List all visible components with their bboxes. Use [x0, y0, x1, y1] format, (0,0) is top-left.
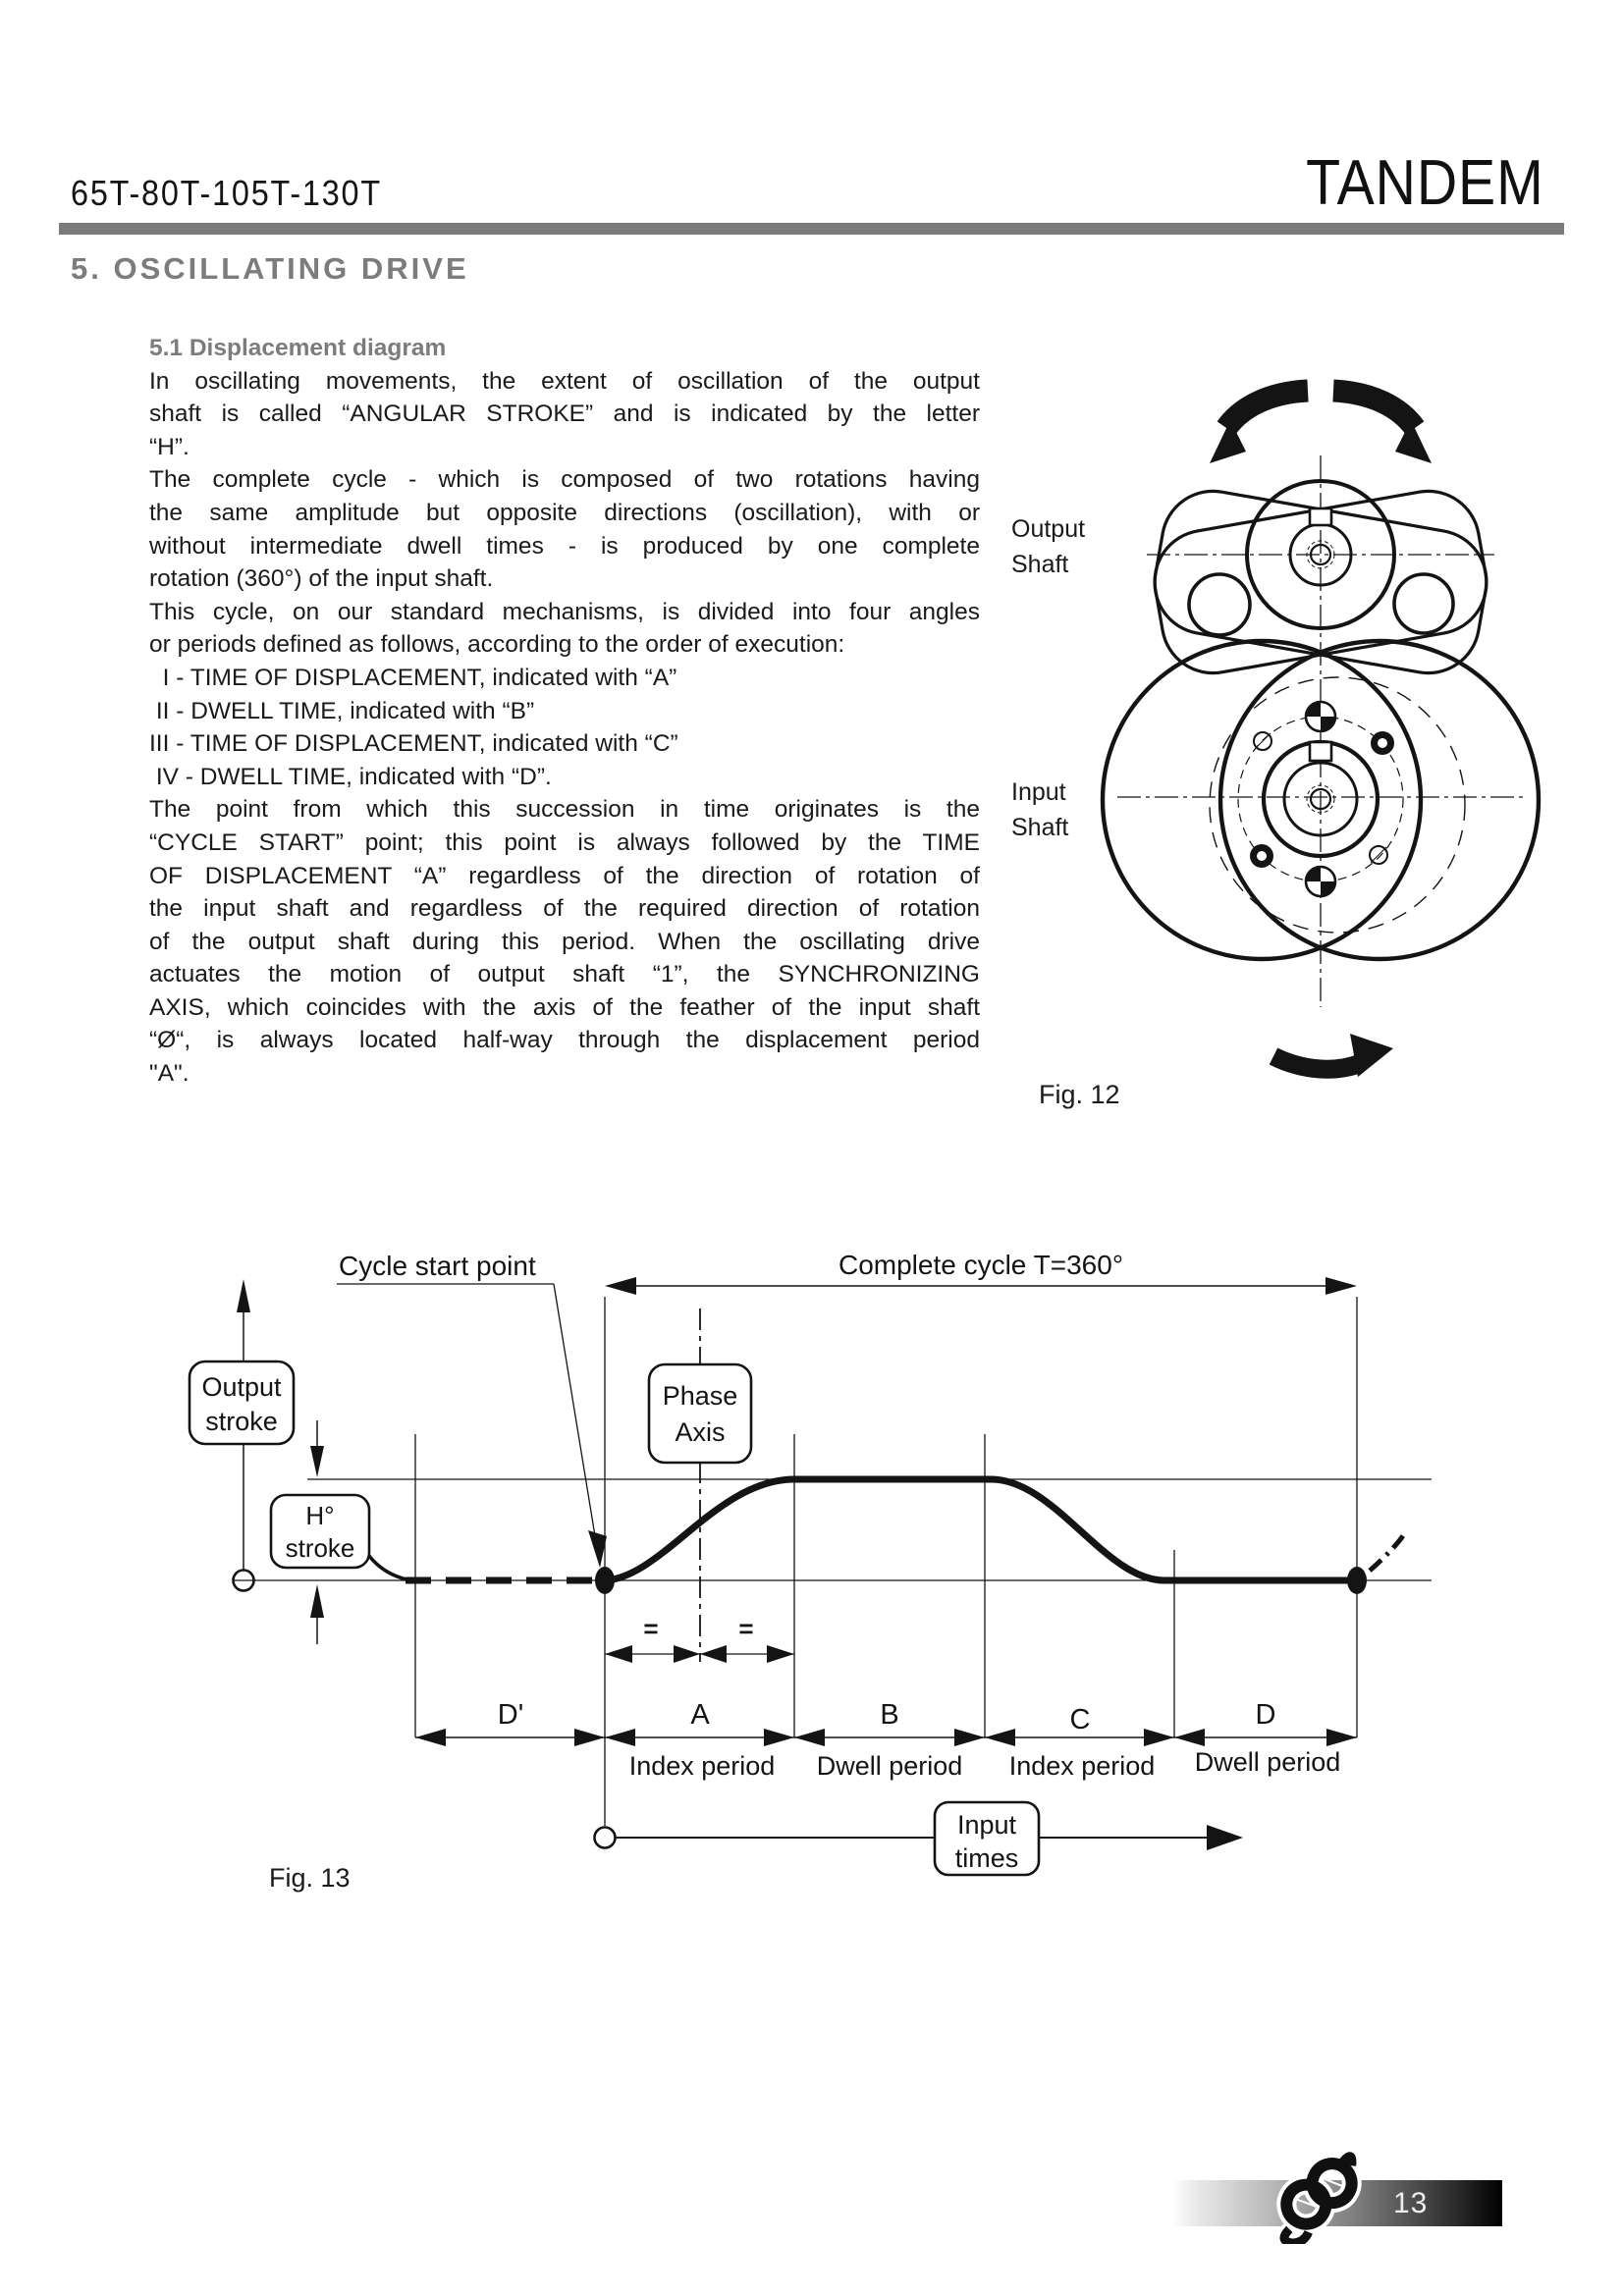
cycle-end-point [1347, 1567, 1367, 1594]
h-stroke-leader [369, 1556, 406, 1579]
period-name-A: Index period [628, 1751, 776, 1781]
datum-target-bottom [1306, 867, 1335, 896]
phase-axis-label-2: Axis [675, 1417, 726, 1447]
body-line: The point from which this succession in time originates is the [149, 796, 980, 824]
list-item-III: III - TIME OF DISPLACEMENT, indicated with “C” [149, 730, 678, 758]
bolt-lower-left [1250, 844, 1273, 868]
header-rule-bar [59, 223, 1564, 235]
period-dimension-row [415, 1729, 1357, 1746]
period-key-B: B [880, 1699, 899, 1731]
body-line: OF DISPLACEMENT “A” regardless of the direction of rotation of [149, 862, 980, 889]
section-title: 5. OSCILLATING DRIVE [71, 251, 469, 286]
body-line: This cycle, on our standard mechanisms, is divided into four angles [149, 598, 980, 625]
period-key-A: A [690, 1699, 710, 1731]
body-line: the input shaft and regardless of the required direction of rotation [149, 895, 980, 923]
fig12-output-shaft-label-1: Output [1011, 515, 1086, 543]
body-line: or periods defined as follows, according to the order of execution: [149, 631, 845, 659]
period-key-C: C [1069, 1704, 1091, 1735]
body-line: “H”. [149, 433, 189, 460]
page-number: 13 [1393, 2187, 1429, 2219]
subsection-heading: 5.1 Displacement diagram [149, 335, 447, 361]
body-line: the same amplitude but opposite directions (oscillation), with or [149, 499, 980, 526]
complete-cycle-label: Complete cycle T=360° [838, 1250, 1124, 1280]
body-line: actuates the motion of output shaft “1”, the SYNCHRONIZING [149, 961, 980, 988]
body-line: The complete cycle - which is composed of two rotations having [149, 466, 980, 494]
input-times-axis [595, 1825, 1244, 1850]
h-stroke-label-2: stroke [285, 1533, 355, 1563]
list-item-II: II - DWELL TIME, indicated with “B” [149, 697, 535, 724]
output-stroke-label-1: Output [201, 1372, 282, 1402]
displacement-curve [406, 1479, 1404, 1594]
cycle-start-leader [337, 1284, 607, 1568]
period-name-D: Dwell period [1194, 1747, 1341, 1777]
oscillation-arrows-icon [1210, 391, 1432, 463]
fig12-input-shaft-label-2: Shaft [1011, 814, 1069, 841]
list-item-IV: IV - DWELL TIME, indicated with “D”. [149, 763, 552, 790]
phase-axis-box [649, 1364, 751, 1463]
body-line: “CYCLE START” point; this point is always followed by the TIME [149, 828, 980, 856]
fig12-output-shaft-label-2: Shaft [1011, 551, 1069, 578]
body-line: AXIS, which coincides with the axis of the feather of the input shaft [149, 993, 980, 1021]
phase-axis-label-1: Phase [662, 1381, 738, 1411]
period-name-B: Dwell period [816, 1751, 963, 1781]
body-line: shaft is called “ANGULAR STROKE” and is indicated by the letter [149, 400, 980, 428]
model-title: 65T-80T-105T-130T [71, 173, 382, 213]
tandem-knot-logo-icon [1260, 2150, 1387, 2244]
fig12-input-shaft-label-1: Input [1011, 778, 1066, 806]
body-line: In oscillating movements, the extent of oscillation of the output [149, 367, 980, 395]
fig13-caption: Fig. 13 [269, 1863, 351, 1893]
period-key-Dprime: D' [497, 1699, 524, 1731]
fig12-caption: Fig. 12 [1039, 1080, 1120, 1109]
brand-logo-text: TANDEM [1306, 146, 1544, 218]
equals-left: = [643, 1614, 659, 1643]
input-times-label-2: times [954, 1843, 1019, 1873]
cycle-start-label: Cycle start point [339, 1251, 536, 1281]
input-times-label-1: Input [956, 1810, 1017, 1840]
body-line: of the output shaft during this period. When the oscillating drive [149, 928, 980, 955]
output-stroke-label-2: stroke [205, 1407, 278, 1436]
bolt-upper-right [1371, 731, 1394, 755]
body-line: “Ø“, is always located half-way through the displacement period [149, 1027, 980, 1054]
body-text-block [149, 332, 980, 1091]
fig13-displacement-diagram [128, 1212, 1522, 1899]
datum-target-top [1306, 702, 1335, 731]
list-item-I: I - TIME OF DISPLACEMENT, indicated with “A” [149, 664, 677, 691]
cycle-start-point [595, 1567, 615, 1594]
equals-right: = [738, 1614, 754, 1643]
body-line: without intermediate dwell times - is produced by one complete [149, 532, 980, 560]
bolt-upper-left [1254, 732, 1271, 750]
body-line: "A". [149, 1060, 189, 1088]
h-stroke-label-1: H° [305, 1501, 335, 1530]
period-key-D: D [1255, 1699, 1276, 1731]
bolt-lower-right [1370, 846, 1387, 864]
fig12-oscillating-drive-drawing [1001, 361, 1571, 1117]
input-rotation-arrow-icon [1273, 1034, 1393, 1077]
period-name-C: Index period [1008, 1751, 1156, 1781]
body-line: rotation (360°) of the input shaft. [149, 565, 494, 593]
